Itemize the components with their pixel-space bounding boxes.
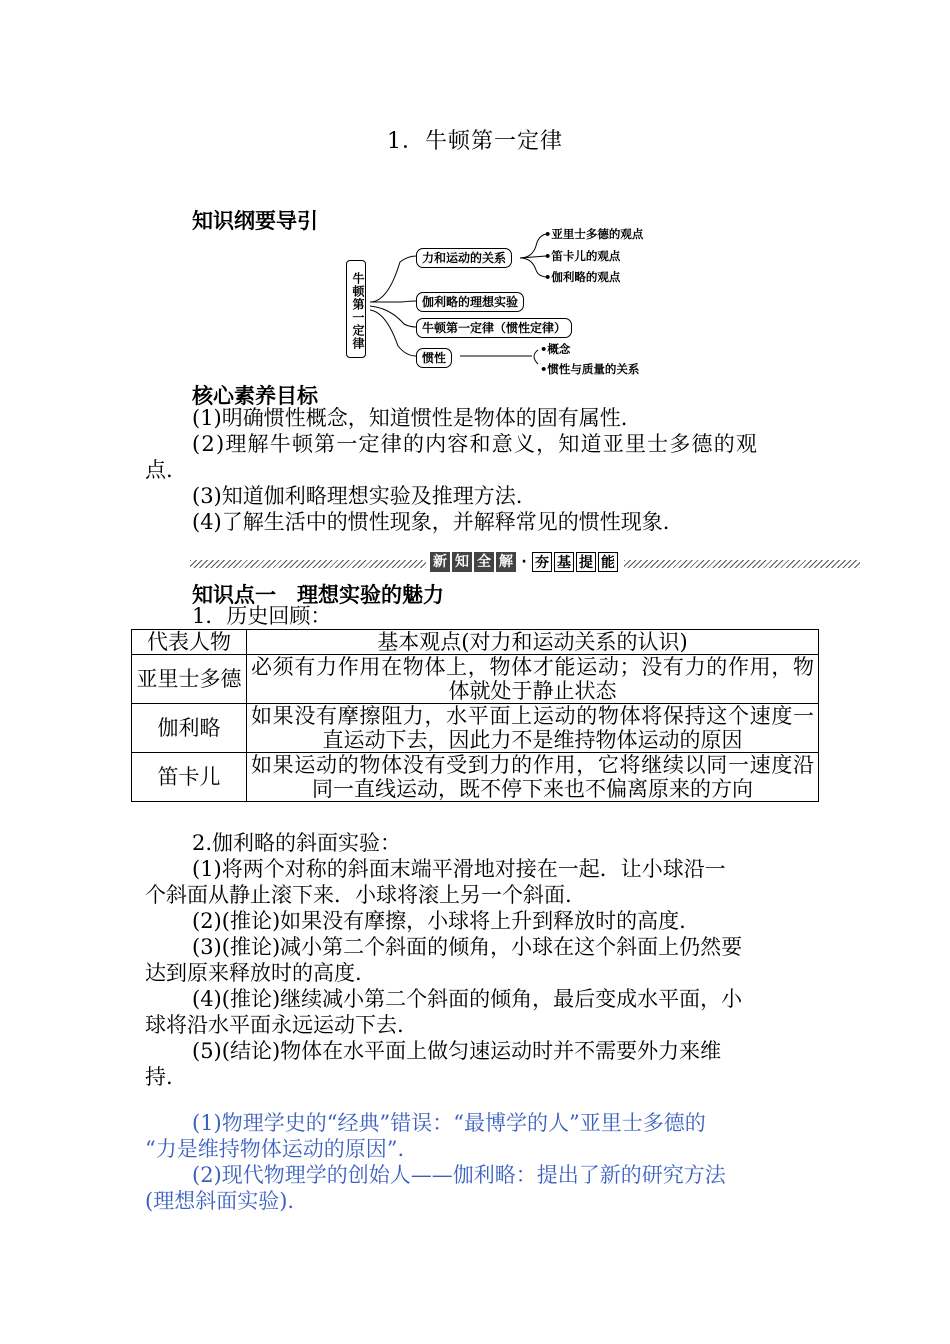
outline-heading: 知识纲要导引 — [192, 209, 318, 233]
table-row — [132, 655, 819, 704]
mindmap-leaf-galileo: •伽利略的观点 — [544, 270, 621, 284]
history-table — [131, 629, 819, 802]
experiment-line-4: (4)(推论)继续减小第二个斜面的倾角，最后变成水平面，小 — [192, 987, 743, 1011]
mindmap-root: 牛顿第一定律 — [346, 260, 366, 358]
banner-dot: · — [521, 554, 527, 570]
banner-char-4: 解 — [496, 552, 516, 572]
mindmap-leaf-concept: •概念 — [540, 342, 571, 356]
mindmap-branch-force-motion: 力和运动的关系 — [416, 248, 512, 268]
goal-line-3: (3)知道伽利略理想实验及推理方法. — [192, 484, 523, 508]
note-line-1-cont: “力是维持物体运动的原因”. — [145, 1137, 405, 1161]
mindmap-leaf-inertia-mass: •惯性与质量的关系 — [540, 362, 640, 376]
note-line-2-cont: (理想斜面实验). — [145, 1189, 295, 1213]
section-banner — [190, 551, 860, 575]
table-cell-person: 伽利略 — [132, 704, 247, 753]
banner-hatch-right — [624, 560, 860, 568]
mindmap-leaf-aristotle: •亚里士多德的观点 — [544, 227, 644, 241]
table-header-row — [132, 630, 819, 655]
experiment-line-1: (1)将两个对称的斜面末端平滑地对接在一起．让小球沿一 — [192, 857, 726, 881]
note-line-2: (2)现代物理学的创始人——伽利略：提出了新的研究方法 — [192, 1163, 726, 1187]
banner-char-3: 全 — [474, 552, 494, 572]
section1-heading: 知识点一 理想实验的魅力 — [192, 583, 444, 607]
table-row — [132, 753, 819, 802]
table-row — [132, 704, 819, 753]
table-cell-view: 如果没有摩擦阻力，水平面上运动的物体将保持这个速度一直运动下去，因此力不是维持物体运动的原因 — [247, 704, 819, 753]
goals-heading: 核心素养目标 — [192, 384, 318, 408]
mindmap-branch-galileo-experiment: 伽利略的理想实验 — [416, 292, 524, 312]
outline-mindmap — [340, 222, 700, 382]
history-subheading: 1．历史回顾： — [192, 604, 332, 628]
experiment-line-5: (5)(结论)物体在水平面上做匀速运动时并不需要外力来维 — [192, 1039, 722, 1063]
banner-char-6: 基 — [554, 552, 574, 572]
goal-line-2-cont: 点. — [145, 458, 173, 482]
table-cell-person: 笛卡儿 — [132, 753, 247, 802]
goal-line-2: (2)理解牛顿第一定律的内容和意义，知道亚里士多德的观 — [192, 432, 759, 456]
banner-char-7: 提 — [576, 552, 596, 572]
experiment-line-4-cont: 球将沿水平面永远运动下去. — [145, 1013, 404, 1037]
experiment-line-2: (2)(推论)如果没有摩擦，小球将上升到释放时的高度. — [192, 909, 686, 933]
goal-line-4: (4)了解生活中的惯性现象，并解释常见的惯性现象. — [192, 510, 670, 534]
experiment-line-5-cont: 持. — [145, 1065, 173, 1089]
banner-hatch-left — [190, 560, 426, 568]
banner-char-1: 新 — [430, 552, 450, 572]
experiment-line-3-cont: 达到原来释放时的高度. — [145, 961, 362, 985]
mindmap-leaf-descartes: •笛卡儿的观点 — [544, 249, 621, 263]
experiment-subheading: 2.伽利略的斜面实验： — [192, 831, 402, 855]
table-header-person: 代表人物 — [132, 630, 247, 655]
experiment-line-1-cont: 个斜面从静止滚下来．小球将滚上另一个斜面. — [145, 883, 572, 907]
banner-char-5: 夯 — [532, 552, 552, 572]
experiment-line-3: (3)(推论)减小第二个斜面的倾角，小球在这个斜面上仍然要 — [192, 935, 743, 959]
note-line-1: (1)物理学史的“经典”错误：“最博学的人”亚里士多德的 — [192, 1111, 706, 1135]
mindmap-branch-newton-first-law: 牛顿第一定律（惯性定律） — [416, 318, 572, 338]
table-cell-person: 亚里士多德 — [132, 655, 247, 704]
table-cell-view: 必须有力作用在物体上，物体才能运动；没有力的作用，物体就处于静止状态 — [247, 655, 819, 704]
page-title: 1．牛顿第一定律 — [387, 129, 563, 154]
mindmap-branch-inertia: 惯性 — [416, 348, 452, 368]
banner-char-2: 知 — [452, 552, 472, 572]
table-cell-view: 如果运动的物体没有受到力的作用，它将继续以同一速度沿同一直线运动，既不停下来也不偏离原来的方向 — [247, 753, 819, 802]
table-header-view: 基本观点(对力和运动关系的认识) — [247, 630, 819, 655]
banner-char-8: 能 — [598, 552, 618, 572]
goal-line-1: (1)明确惯性概念，知道惯性是物体的固有属性. — [192, 406, 628, 430]
